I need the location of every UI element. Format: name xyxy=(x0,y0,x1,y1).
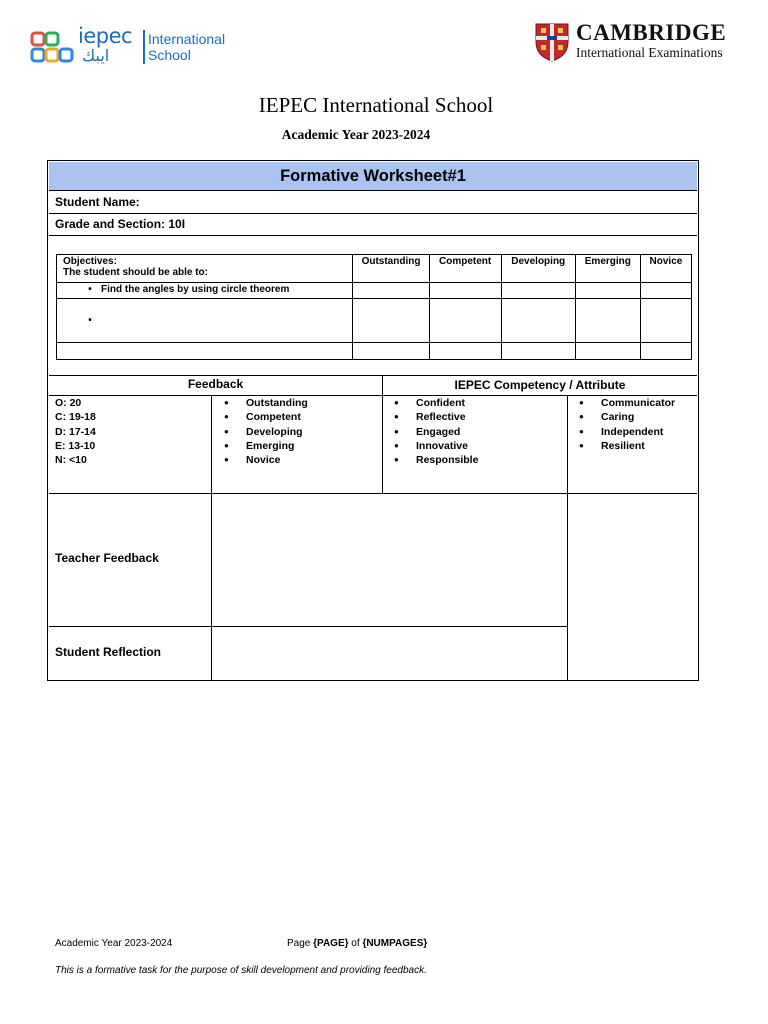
rating-cell[interactable] xyxy=(429,283,501,299)
competency-item: ● Communicator xyxy=(579,396,675,410)
objective-row xyxy=(57,299,692,343)
iepec-squares-icon xyxy=(30,28,76,68)
competency-item: ● Engaged xyxy=(394,425,478,439)
grade-scale-list xyxy=(55,396,96,467)
feedback-heading: Feedback xyxy=(187,377,244,391)
objective-row xyxy=(57,283,692,299)
rating-cell[interactable] xyxy=(501,343,575,360)
rating-cell[interactable] xyxy=(353,299,429,343)
cambridge-name: CAMBRIDGE xyxy=(576,20,727,45)
competency-list-2 xyxy=(579,396,675,453)
objectives-subheading: The student should be able to: xyxy=(63,267,208,278)
footer-page-of: of xyxy=(348,938,363,949)
feedback-level-item: ● Novice xyxy=(224,453,308,467)
iepec-arabic-text: ايبك xyxy=(82,46,110,65)
row-divider xyxy=(49,213,697,214)
rating-cell[interactable] xyxy=(575,299,640,343)
grade-scale-item: E: 13-10 xyxy=(55,439,96,452)
feedback-level-item: ● Competent xyxy=(224,410,308,424)
competency-item: ● Reflective xyxy=(394,410,478,424)
grade-section-label: Grade and Section: 10I xyxy=(55,217,186,231)
academic-year-title: Academic Year 2023-2024 xyxy=(281,127,431,142)
level-header-novice: Novice xyxy=(640,255,691,283)
competency-heading: IEPEC Competency / Attribute xyxy=(454,378,626,392)
objective-item: Find the angles by using circle theorem xyxy=(101,284,290,295)
bullet-icon: • xyxy=(88,284,92,295)
objective-item-cell xyxy=(57,343,353,360)
objective-item-cell xyxy=(57,299,353,343)
competency-list-1 xyxy=(394,396,478,467)
rating-cell[interactable] xyxy=(429,299,501,343)
objective-item-cell xyxy=(57,283,353,299)
footer-numpages-field: {NUMPAGES} xyxy=(362,938,428,949)
rating-cell[interactable] xyxy=(640,343,691,360)
teacher-feedback-area[interactable] xyxy=(212,494,567,626)
footer-page-number xyxy=(287,938,427,949)
grade-scale-item: D: 17-14 xyxy=(55,425,96,438)
rating-cell[interactable] xyxy=(501,283,575,299)
school-title: IEPEC International School xyxy=(258,93,494,117)
footer-year: Academic Year 2023-2024 xyxy=(55,938,173,949)
cambridge-shield-icon xyxy=(534,22,570,62)
cambridge-logo xyxy=(534,20,749,64)
bullet-icon: • xyxy=(88,315,92,326)
objectives-table xyxy=(56,254,692,360)
rating-cell[interactable] xyxy=(501,299,575,343)
iepec-brand-text: iepec xyxy=(78,24,133,48)
level-header-emerging: Emerging xyxy=(575,255,640,283)
feedback-level-item: ● Emerging xyxy=(224,439,308,453)
teacher-feedback-label: Teacher Feedback xyxy=(55,551,159,565)
column-divider xyxy=(382,375,383,493)
rating-cell[interactable] xyxy=(575,283,640,299)
worksheet-frame xyxy=(47,160,699,681)
level-header-outstanding: Outstanding xyxy=(353,255,429,283)
cambridge-subtitle: International Examinations xyxy=(576,45,723,60)
objective-row xyxy=(57,343,692,360)
rating-cell[interactable] xyxy=(353,343,429,360)
grade-scale-item: N: <10 xyxy=(55,454,87,467)
competency-item: ● Responsible xyxy=(394,453,478,467)
objectives-cell xyxy=(57,255,353,283)
rating-cell[interactable] xyxy=(640,299,691,343)
student-reflection-label: Student Reflection xyxy=(55,645,162,659)
feedback-level-item: ● Developing xyxy=(224,425,308,439)
feedback-level-item: ● Outstanding xyxy=(224,396,308,410)
footer-note: This is a formative task for the purpose of skill development and providing feedback. xyxy=(55,965,427,976)
rating-cell[interactable] xyxy=(575,343,640,360)
rating-cell[interactable] xyxy=(353,283,429,299)
column-divider xyxy=(567,395,568,681)
row-divider xyxy=(49,235,697,236)
objectives-header-row xyxy=(57,255,692,283)
competency-item: ● Resilient xyxy=(579,439,675,453)
feedback-level-list xyxy=(224,396,308,467)
rating-cell[interactable] xyxy=(429,343,501,360)
logo-divider xyxy=(143,30,145,64)
iepec-line1: International xyxy=(148,31,226,47)
footer-page-prefix: Page xyxy=(287,938,314,949)
level-header-developing: Developing xyxy=(501,255,575,283)
grade-scale-item: O: 20 xyxy=(55,397,82,409)
student-name-label: Student Name: xyxy=(55,195,140,209)
iepec-logo xyxy=(30,24,245,72)
row-divider xyxy=(49,375,697,376)
iepec-line2: School xyxy=(148,47,191,63)
level-header-competent: Competent xyxy=(429,255,501,283)
worksheet-title: Formative Worksheet#1 xyxy=(49,162,697,191)
rating-cell[interactable] xyxy=(640,283,691,299)
competency-item: ● Innovative xyxy=(394,439,478,453)
grade-scale-item: C: 19-18 xyxy=(55,411,96,424)
student-reflection-area[interactable] xyxy=(212,627,567,680)
objectives-heading: Objectives: xyxy=(63,256,117,267)
competency-item: ● Confident xyxy=(394,396,478,410)
footer-page-field: {PAGE} xyxy=(313,938,349,949)
competency-item: ● Caring xyxy=(579,410,675,424)
competency-item: ● Independent xyxy=(579,425,675,439)
